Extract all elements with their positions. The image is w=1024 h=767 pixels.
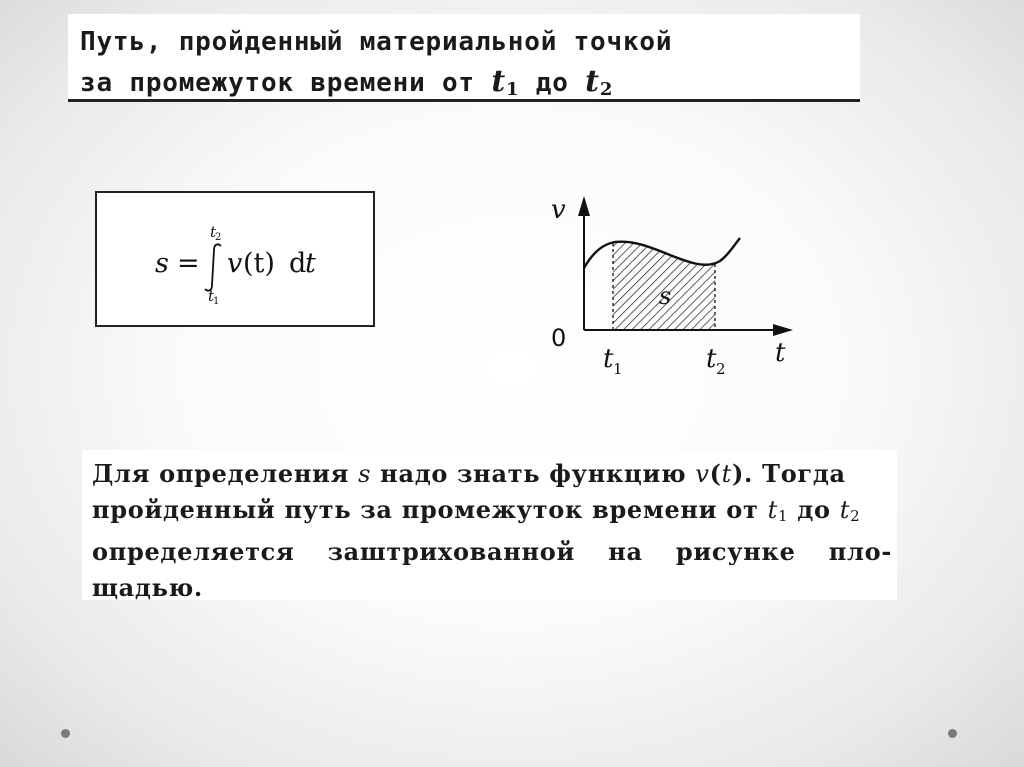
formula-lhs: s bbox=[155, 248, 169, 279]
body-l2-t2-sub: 2 bbox=[850, 507, 861, 525]
title-t1-sub: 1 bbox=[506, 79, 520, 100]
slide-corner-dot-right bbox=[948, 729, 957, 738]
explanation-text bbox=[82, 450, 897, 600]
body-l1-b: надо знать функцию bbox=[371, 459, 696, 488]
title-line-2-text: за промежуток времени от bbox=[80, 68, 492, 98]
body-l1-c: ( bbox=[709, 459, 722, 488]
body-line-4: щадью. bbox=[92, 573, 203, 602]
body-line-3: определяется заштрихованной на рисунке пло- bbox=[92, 537, 892, 566]
formula-equals: = bbox=[177, 248, 200, 279]
body-l1-s: s bbox=[358, 460, 372, 488]
t2-label-sub: 2 bbox=[716, 360, 726, 378]
body-l1-v: v bbox=[695, 460, 710, 488]
title-line-1: Путь, пройденный материальной точкой bbox=[80, 27, 673, 57]
y-axis-label: v bbox=[551, 195, 566, 225]
velocity-graph bbox=[535, 180, 825, 380]
integral-formula bbox=[97, 193, 373, 325]
title-t2-sub: 2 bbox=[599, 79, 614, 100]
formula-box bbox=[95, 191, 375, 327]
slide-corner-dot-left bbox=[61, 729, 70, 738]
body-l1-d: ). Тогда bbox=[732, 459, 846, 488]
x-axis-label: t bbox=[775, 338, 786, 368]
title-mid: до bbox=[519, 68, 586, 98]
formula-dt: t bbox=[305, 248, 316, 279]
integral-sign-icon bbox=[205, 244, 221, 290]
formula-lower-sub: 1 bbox=[213, 296, 220, 307]
title-line-2 bbox=[80, 62, 860, 110]
t1-label: t bbox=[603, 344, 614, 374]
formula-upper-sub: 2 bbox=[215, 232, 222, 243]
body-l2-t1-sub: 1 bbox=[777, 507, 789, 525]
body-l1-a: Для определения bbox=[92, 459, 359, 488]
y-axis-arrow-icon bbox=[578, 196, 590, 216]
body-line-1 bbox=[92, 456, 897, 492]
body-line-2 bbox=[92, 492, 897, 534]
title-t1-var: t bbox=[491, 64, 507, 99]
t1-label-sub: 1 bbox=[613, 360, 623, 378]
body-l2-b: до bbox=[788, 495, 840, 524]
title-box bbox=[68, 14, 860, 102]
x-axis-arrow-icon bbox=[773, 324, 793, 336]
title-t1 bbox=[491, 64, 519, 99]
formula-lower-limit: t bbox=[208, 287, 215, 305]
body-l2-t2: t bbox=[839, 496, 851, 524]
origin-label: 0 bbox=[551, 324, 567, 352]
formula-upper-limit: t bbox=[210, 223, 217, 241]
formula-v: v bbox=[227, 248, 243, 279]
body-l2-t1: t bbox=[767, 496, 778, 524]
formula-d: d bbox=[289, 248, 307, 279]
t2-label: t bbox=[706, 344, 717, 374]
area-label: s bbox=[659, 282, 672, 310]
body-l2-a: пройденный путь за промежуток времени от bbox=[92, 495, 768, 524]
formula-arg: (t) bbox=[243, 248, 275, 279]
title-t2-var: t bbox=[585, 64, 600, 99]
body-l1-t: t bbox=[721, 460, 732, 488]
title-t2 bbox=[585, 64, 613, 99]
